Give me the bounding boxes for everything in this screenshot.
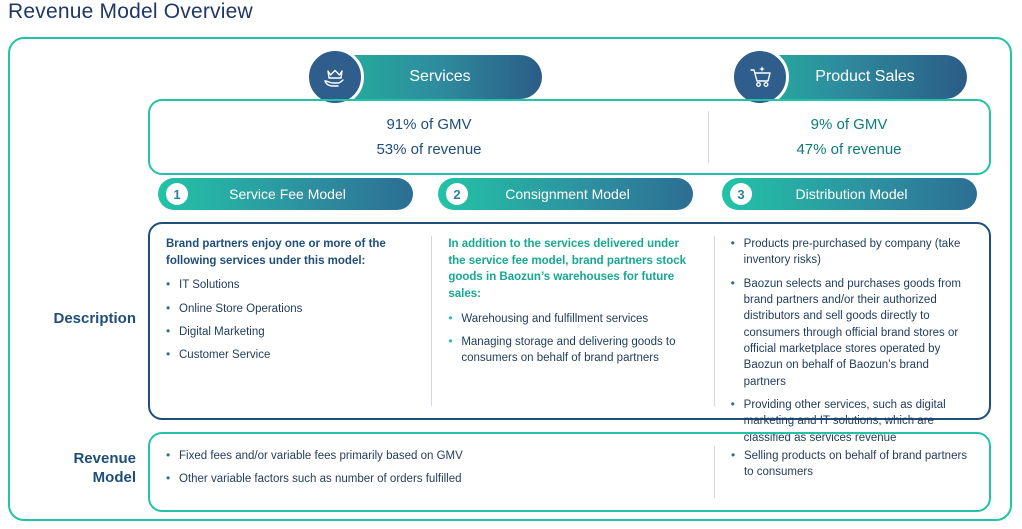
description-column-consignment <box>432 224 713 418</box>
revenue-column-product-sales <box>715 434 989 510</box>
list-item: • Digital Marketing <box>166 324 415 340</box>
gmv-summary-box <box>148 99 991 175</box>
gmv-product-revenue: 47% of revenue <box>796 141 902 158</box>
description-column-distribution <box>715 224 989 444</box>
list-item: • Products pre-purchased by company (take inventory risks) <box>731 236 973 269</box>
description-heading-2: In addition to the services delivered under the service fee model, brand partners stock goods in Baozun’s warehouses for future sales: <box>448 238 687 301</box>
model-tab-label-2: Consignment Model <box>505 186 630 202</box>
list-item: • Baozun selects and purchases goods from brand partners and/or their authorized distributors and sell goods directly to consumers through official brand stores or official marketplace stores operated by Baozun on behalf of Baozun’s brand partners <box>731 276 973 390</box>
revenue-bullets-1 <box>166 448 698 488</box>
row-label-revenue-model: Revenue Model <box>73 450 136 486</box>
row-label-description: Description <box>53 310 136 327</box>
shopping-cart-icon <box>731 48 789 106</box>
model-tab-distribution[interactable] <box>722 178 977 210</box>
list-item: • Fixed fees and/or variable fees primarily based on GMV <box>166 448 698 464</box>
description-bullets-2 <box>448 311 697 367</box>
model-tab-consignment[interactable] <box>438 178 693 210</box>
list-item: • IT Solutions <box>166 277 415 293</box>
description-heading-1: Brand partners enjoy one or more of the following services under this model: <box>166 238 386 267</box>
description-bullets-3 <box>731 236 973 446</box>
list-item: • Selling products on behalf of brand partners to consumers <box>731 448 973 481</box>
segment-pill-services[interactable] <box>310 55 542 99</box>
gmv-services-share: 91% of GMV <box>386 116 472 133</box>
model-tab-service-fee[interactable] <box>158 178 413 210</box>
list-item: • Warehousing and fulfillment services <box>448 311 697 327</box>
list-item: • Other variable factors such as number of orders fulfilled <box>166 471 698 487</box>
model-tab-number-2: 2 <box>446 183 468 205</box>
description-box <box>148 222 991 444</box>
revenue-model-box <box>148 432 991 512</box>
segment-label-product-sales: Product Sales <box>815 68 915 85</box>
segment-label-services: Services <box>409 68 471 85</box>
revenue-bullets-2 <box>731 448 973 481</box>
gmv-services-revenue: 53% of revenue <box>376 141 482 158</box>
page-title: Revenue Model Overview <box>8 0 253 23</box>
gmv-product-sales <box>709 101 989 173</box>
revenue-column-services <box>150 434 714 510</box>
list-item: • Customer Service <box>166 347 415 363</box>
model-tab-number-3: 3 <box>730 183 752 205</box>
description-column-service-fee <box>150 224 431 418</box>
model-tab-number-1: 1 <box>166 183 188 205</box>
segment-pill-product-sales[interactable] <box>735 55 967 99</box>
description-bullets-1 <box>166 277 415 363</box>
gmv-services <box>150 101 708 173</box>
crown-in-hand-icon <box>306 48 364 106</box>
list-item: • Providing other services, such as digital marketing and IT solutions, which are classified as services revenue <box>731 397 973 446</box>
gmv-product-share: 9% of GMV <box>810 116 888 133</box>
model-tab-label-3: Distribution Model <box>795 186 908 202</box>
list-item: • Managing storage and delivering goods to consumers on behalf of brand partners <box>448 334 697 367</box>
list-item: • Online Store Operations <box>166 301 415 317</box>
model-tab-label-1: Service Fee Model <box>229 186 346 202</box>
